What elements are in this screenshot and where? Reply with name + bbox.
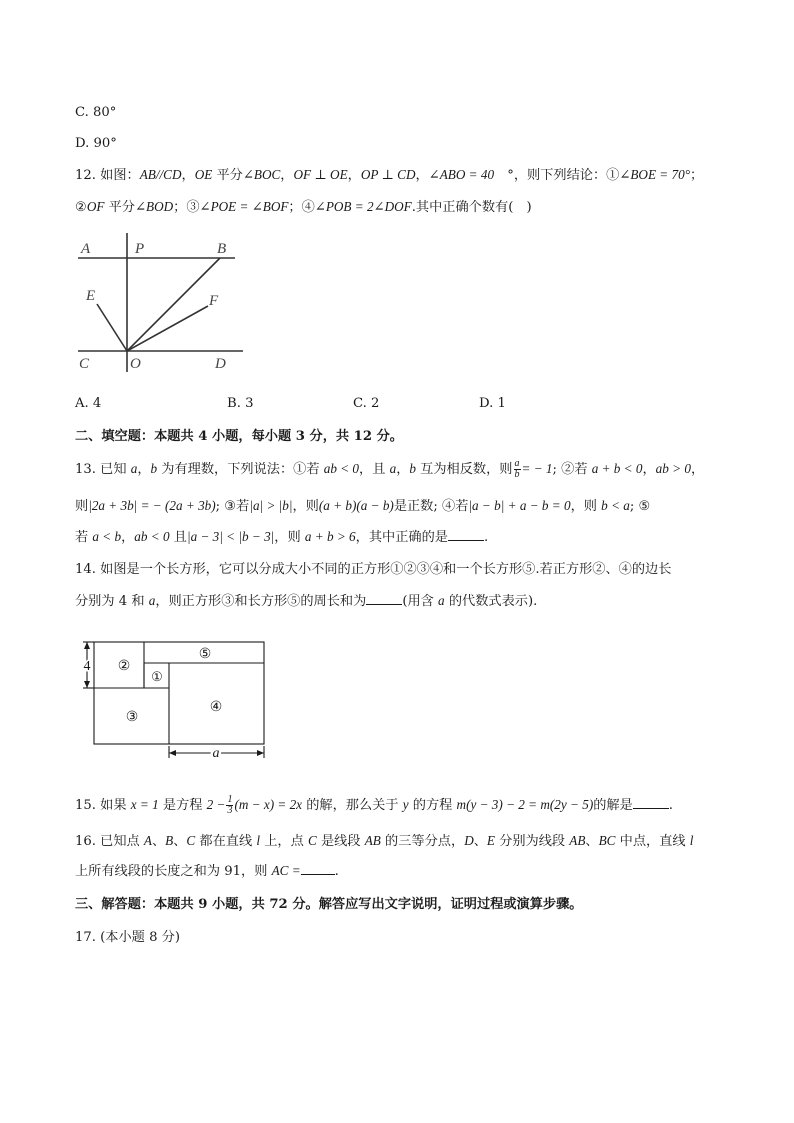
label-e: E <box>86 288 96 304</box>
q12-option-a: A. 4 <box>75 396 102 411</box>
fraction-a-over-b: $\frac{a}{b}$ <box>514 458 520 480</box>
label-f: F <box>209 293 219 309</box>
answer-blank-q14[interactable] <box>366 592 402 605</box>
q12-figure <box>75 228 250 378</box>
arrowhead-up <box>84 642 90 649</box>
option-d-prev: D. 90° <box>75 136 117 151</box>
label-rect-5: ⑤ <box>198 647 212 662</box>
ray-oe <box>97 304 127 351</box>
label-c: C <box>79 356 90 372</box>
label-p: P <box>135 241 145 257</box>
q15-line: 15. 如果 x = 1 是方程 2 − $\frac{1}{3}$ (m − x) = 2x 的解，那么关于 y 的方程 m(y − 3) − 2 = m(2y − 5)的解是 . <box>75 794 673 816</box>
q13-line1: 13. 已知 a，b 为有理数，下列说法：①若 ab < 0，且 a，b 互为相反数，则 $\frac{a}{b}$ = − 1; ②若 a + b < 0，ab > 0， <box>75 458 705 480</box>
label-d: D <box>215 356 226 372</box>
arrowhead-down <box>84 681 90 688</box>
q17-label: 17. (本小题 8 分) <box>75 930 180 945</box>
ray-ob <box>127 258 220 351</box>
arrowhead-left <box>169 750 176 756</box>
q12-option-d: D. 1 <box>479 396 506 411</box>
fraction-one-third: $\frac{1}{3}$ <box>227 794 233 816</box>
label-square-3: ③ <box>125 710 139 725</box>
label-b: B <box>217 241 227 257</box>
answer-blank-q15[interactable] <box>633 796 669 809</box>
label-o: O <box>130 356 141 372</box>
q12-stem-line2: ②OF 平分∠BOD；③∠POE = ∠BOF；④∠POB = 2∠DOF.其中正确个数有( ) <box>75 199 532 215</box>
label-side-a: a <box>212 746 220 761</box>
q16-line1: 16. 已知点 A、B、C 都在直线 l 上，点 C 是线段 AB 的三等分点，D、E 分别为线段 AB、BC 中点，直线 l <box>75 833 694 849</box>
label-a: A <box>81 241 91 257</box>
q12-stem-line1: 12. 如图：AB//CD，OE 平分∠BOC，OF ⊥ OE，OP ⊥ CD，∠ABO = 40 °，则下列结论：①∠BOE = 70°； <box>75 167 704 183</box>
q12-option-b: B. 3 <box>227 396 254 411</box>
option-c-prev: C. 80° <box>75 105 117 120</box>
q12-option-c: C. 2 <box>353 396 380 411</box>
label-side-4: 4 <box>83 659 91 674</box>
section-3-heading: 三、解答题：本题共 9 小题，共 72 分。解答应写出文字说明，证明过程或演算步骤。 <box>75 897 583 912</box>
section-2-heading: 二、填空题：本题共 4 小题，每小题 3 分，共 12 分。 <box>75 429 403 444</box>
ray-of <box>127 306 208 351</box>
q13-line2: 则|2a + 3b| = − (2a + 3b); ③若|a| > |b|，则(a + b)(a − b)是正数; ④若|a − b| + a − b = 0，则 b < a; ⑤ <box>75 498 651 514</box>
q13-line3: 若 a < b，ab < 0 且|a − 3| < |b − 3|，则 a + b > 6，其中正确的是 . <box>75 529 489 545</box>
q14-figure <box>74 636 274 766</box>
q14-line2: 分别为 4 和 a，则正方形③和长方形⑤的周长和为 (用含 a 的代数式表示). <box>75 593 538 609</box>
answer-blank-q13[interactable] <box>448 528 484 541</box>
q16-line2: 上所有线段的长度之和为 91，则 AC = . <box>75 863 339 879</box>
label-square-1: ① <box>151 669 163 684</box>
answer-blank-q16[interactable] <box>301 862 335 875</box>
label-square-2: ② <box>117 659 131 674</box>
label-square-4: ④ <box>209 700 223 715</box>
outer-rectangle <box>94 642 264 744</box>
arrowhead-right <box>257 750 264 756</box>
q14-line1: 14. 如图是一个长方形，它可以分成大小不同的正方形①②③④和一个长方形⑤.若正方形②、④的边长 <box>75 562 672 577</box>
